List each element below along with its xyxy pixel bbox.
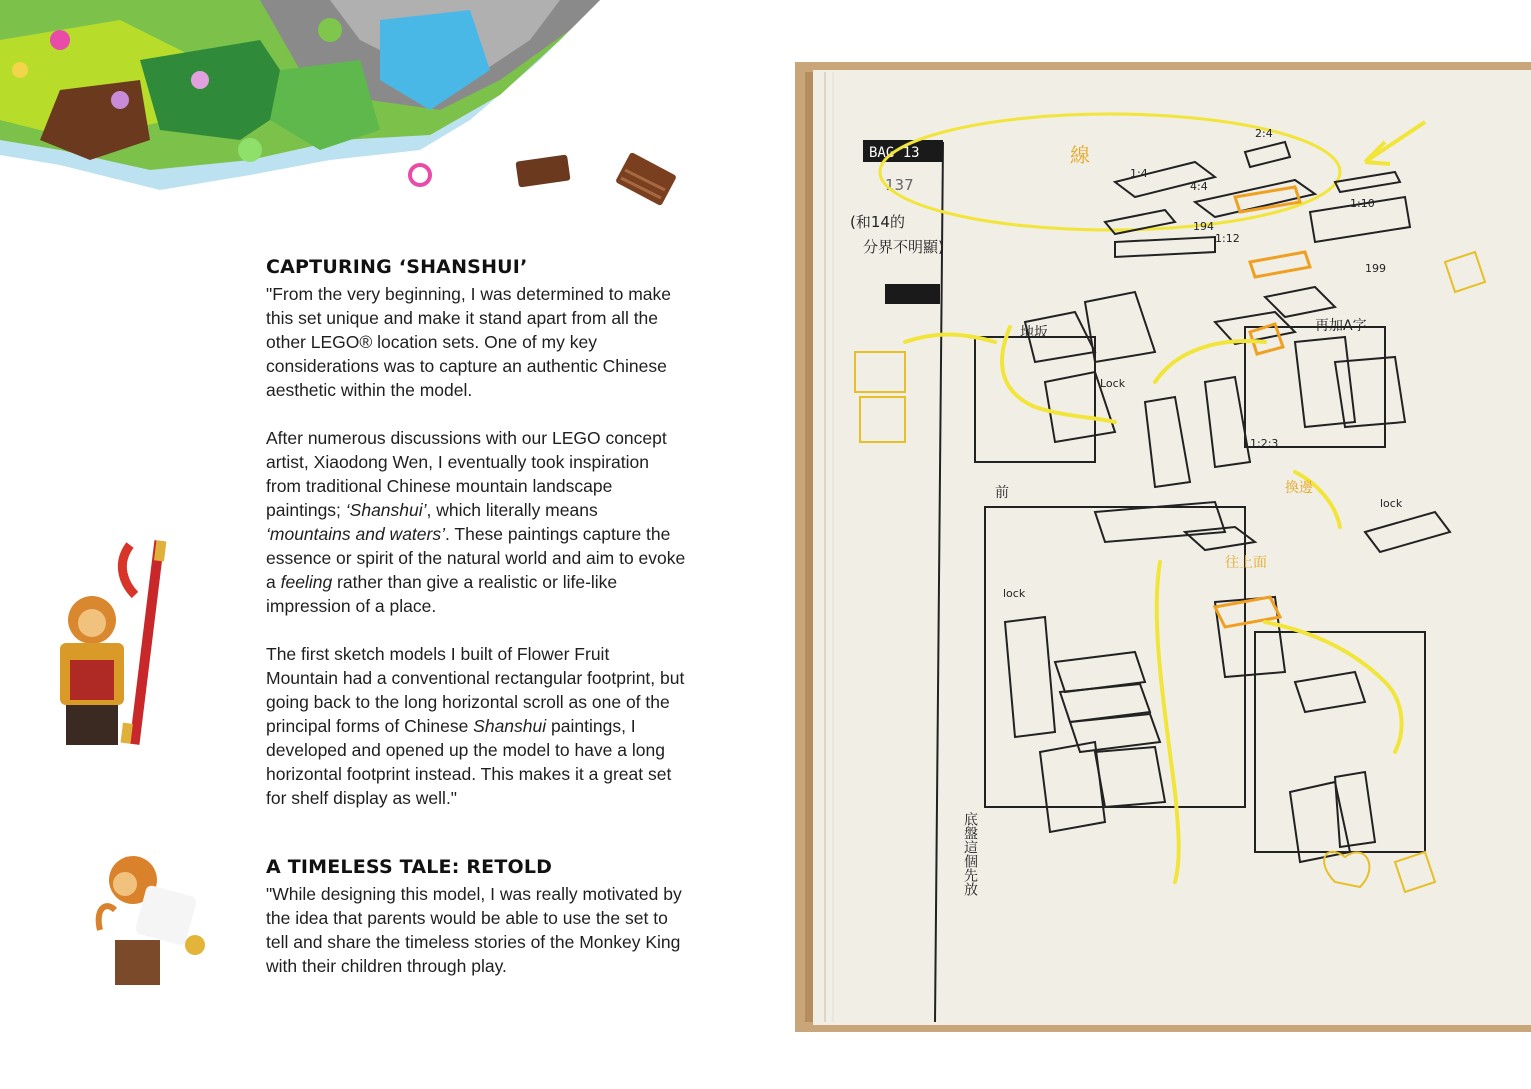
paragraph-shanshui <box>266 426 686 618</box>
text-emphasis-mountains-waters: ‘mountains and waters’ <box>266 524 445 544</box>
label-add: 再加A字 <box>1315 318 1367 334</box>
label-lock-2: lock <box>1003 587 1026 600</box>
text-emphasis-feeling: feeling <box>280 572 333 592</box>
text-fragment: , which literally means <box>426 500 598 520</box>
sketch-paper <box>813 70 1531 1025</box>
note-top: (和14的 <box>850 213 905 231</box>
text-fragment: After numerous discussions with our LEGO concept artist, Xiaodong Wen, I eventually took inspiration from traditional Chinese mountain landscape paintings; <box>266 428 667 520</box>
label-up: 往上面 <box>1225 555 1267 571</box>
text-fragment: The first sketch models I built of Flower Fruit Mountain had a conventional rectangular footprint, but going back to the long horizontal scroll as one of the principal forms of Chinese <box>266 644 685 736</box>
monkey-king-minifigure-illustration <box>30 535 170 750</box>
label-lock-3: lock <box>1380 497 1403 510</box>
sketchbook-page <box>795 62 1531 1032</box>
text-fragment: . These paintings capture the essence or spirit of the natural world and aim to evoke a <box>266 524 686 592</box>
page-number: 137 <box>885 176 914 194</box>
text-fragment: rather than give a realistic or life-like impression of a place. <box>266 572 618 616</box>
label-change: 換邊 <box>1285 480 1313 496</box>
text-fragment: paintings, I developed and opened up the model to have a long horizontal footprint instead. This makes it a great set for shelf display as well." <box>266 716 672 808</box>
monkey-minifigure-illustration <box>95 850 215 1000</box>
label-2-4: 2:4 <box>1255 127 1273 140</box>
brown-bricks-illustration <box>505 140 685 220</box>
bag-label: BAG 13 <box>869 145 920 161</box>
label-lock-1: Lock <box>1100 377 1126 390</box>
label-base: 底盤這個先放 <box>962 812 978 896</box>
label-1-10: 1:10 <box>1350 197 1375 210</box>
label-4-4: 4:4 <box>1190 180 1208 193</box>
label-shape: 線 <box>1070 143 1090 167</box>
section-title-timeless-tale: A TIMELESS TALE: RETOLD <box>266 856 553 878</box>
section-title-capturing-shanshui: CAPTURING ‘SHANSHUI’ <box>266 256 528 278</box>
label-194: 194 <box>1193 220 1214 233</box>
text-emphasis-shanshui-2: Shanshui <box>473 716 547 736</box>
label-ground: 地坂 <box>1020 325 1048 341</box>
paragraph-intro: "From the very beginning, I was determined to make this set unique and make it stand apart from all the other LEGO® location sets. One of my key considerations was to capture an authentic Chinese aesthetic within the model. <box>266 284 672 400</box>
note-top-2: 分界不明顯) <box>863 238 944 256</box>
section-capturing-shanshui <box>266 254 686 810</box>
label-1-2-3: 1:2:3 <box>1250 437 1279 450</box>
paragraph-footprint <box>266 642 686 810</box>
label-1-12: 1:12 <box>1215 232 1240 245</box>
text-emphasis-shanshui: ‘Shanshui’ <box>345 500 427 520</box>
label-front: 前 <box>995 485 1009 501</box>
paragraph-timeless-tale: "While designing this model, I was really motivated by the idea that parents would be able to use the set to tell and share the timeless stories of the Monkey King with their children through play. <box>266 884 682 976</box>
label-1-4: 1:4 <box>1130 167 1148 180</box>
label-199: 199 <box>1365 262 1386 275</box>
section-timeless-tale <box>266 854 686 978</box>
